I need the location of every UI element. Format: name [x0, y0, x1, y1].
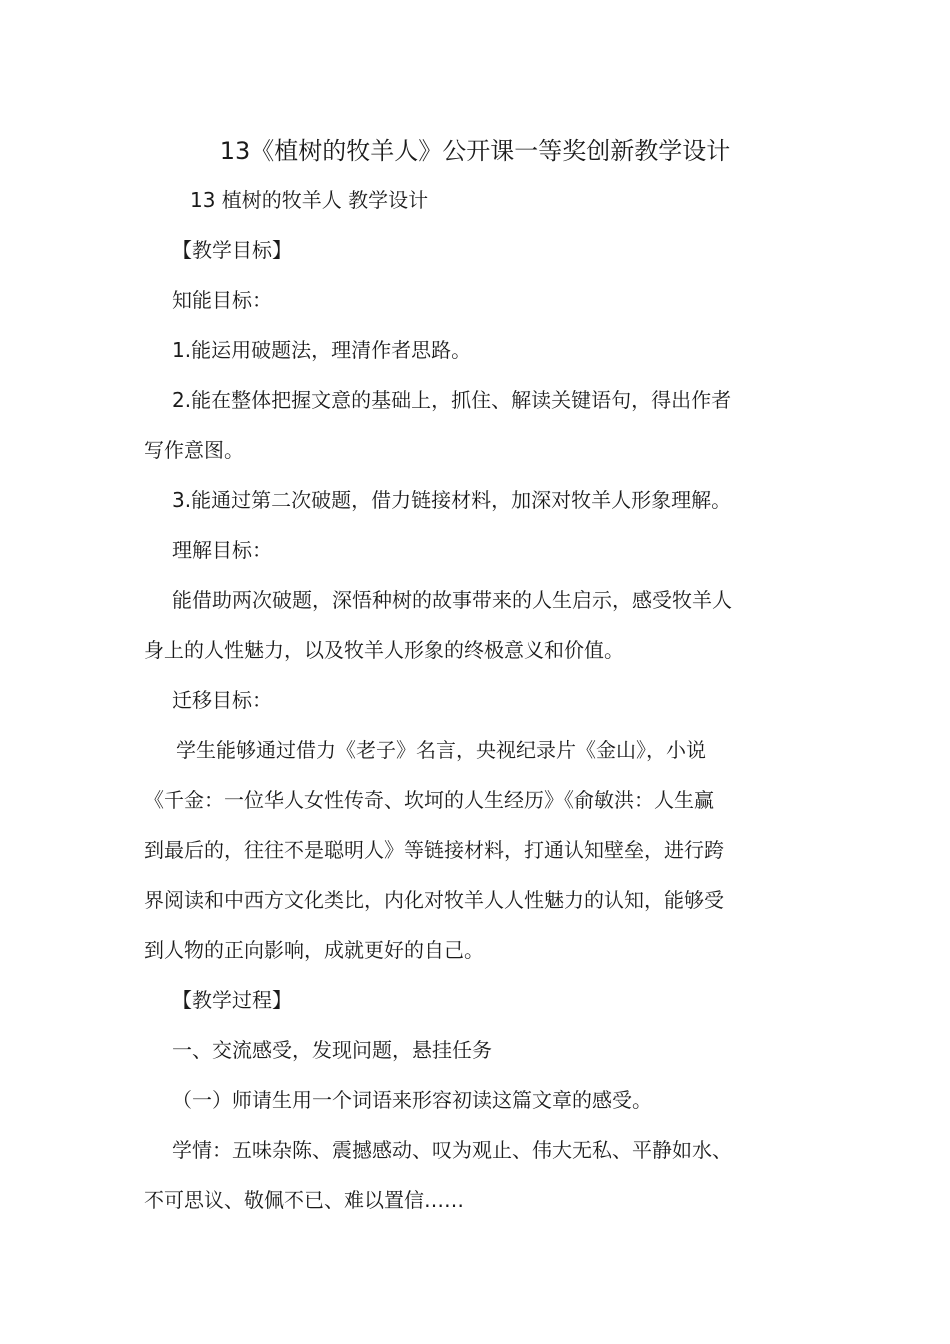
document-title: 13《植树的牧羊人》公开课一等奖创新教学设计 — [219, 137, 731, 165]
paragraph-line: 到人物的正向影响，成就更好的自己。 — [144, 938, 484, 962]
heading-teaching-goals: 【教学目标】 — [172, 238, 292, 262]
paragraph-line: 能借助两次破题，深悟种树的故事带来的人生启示，感受牧羊人 — [172, 588, 732, 612]
paragraph-line: 不可思议、敬佩不已、难以置信…… — [144, 1188, 464, 1212]
paragraph-line: 3.能通过第二次破题，借力链接材料，加深对牧羊人形象理解。 — [172, 488, 732, 512]
paragraph-line: 学情：五味杂陈、震撼感动、叹为观止、伟大无私、平静如水、 — [172, 1138, 732, 1162]
subheading-knowledge-goals: 知能目标： — [172, 288, 272, 312]
paragraph-line: 《千金：一位华人女性传奇、坎坷的人生经历》《俞敏洪：人生赢 — [144, 788, 714, 812]
paragraph-line: 写作意图。 — [144, 438, 244, 462]
paragraph-line: 1.能运用破题法，理清作者思路。 — [172, 338, 472, 362]
subheading-transfer-goals: 迁移目标： — [172, 688, 272, 712]
paragraph-line: 身上的人性魅力，以及牧羊人形象的终极意义和价值。 — [144, 638, 624, 662]
paragraph-line: 学生能够通过借力《老子》名言，央视纪录片《金山》，小说 — [176, 738, 706, 762]
paragraph-line: 界阅读和中西方文化类比，内化对牧羊人人性魅力的认知，能够受 — [144, 888, 724, 912]
paragraph-line: （一）师请生用一个词语来形容初读这篇文章的感受。 — [172, 1088, 652, 1112]
paragraph-line: 到最后的，往往不是聪明人》等链接材料，打通认知壁垒，进行跨 — [144, 838, 724, 862]
paragraph-line: 2.能在整体把握文意的基础上，抓住、解读关键语句，得出作者 — [172, 388, 732, 412]
section-heading-one: 一、交流感受，发现问题，悬挂任务 — [172, 1038, 492, 1062]
subheading-understanding-goals: 理解目标： — [172, 538, 272, 562]
section-subtitle: 13 植树的牧羊人 教学设计 — [190, 188, 429, 212]
heading-teaching-process: 【教学过程】 — [172, 988, 292, 1012]
